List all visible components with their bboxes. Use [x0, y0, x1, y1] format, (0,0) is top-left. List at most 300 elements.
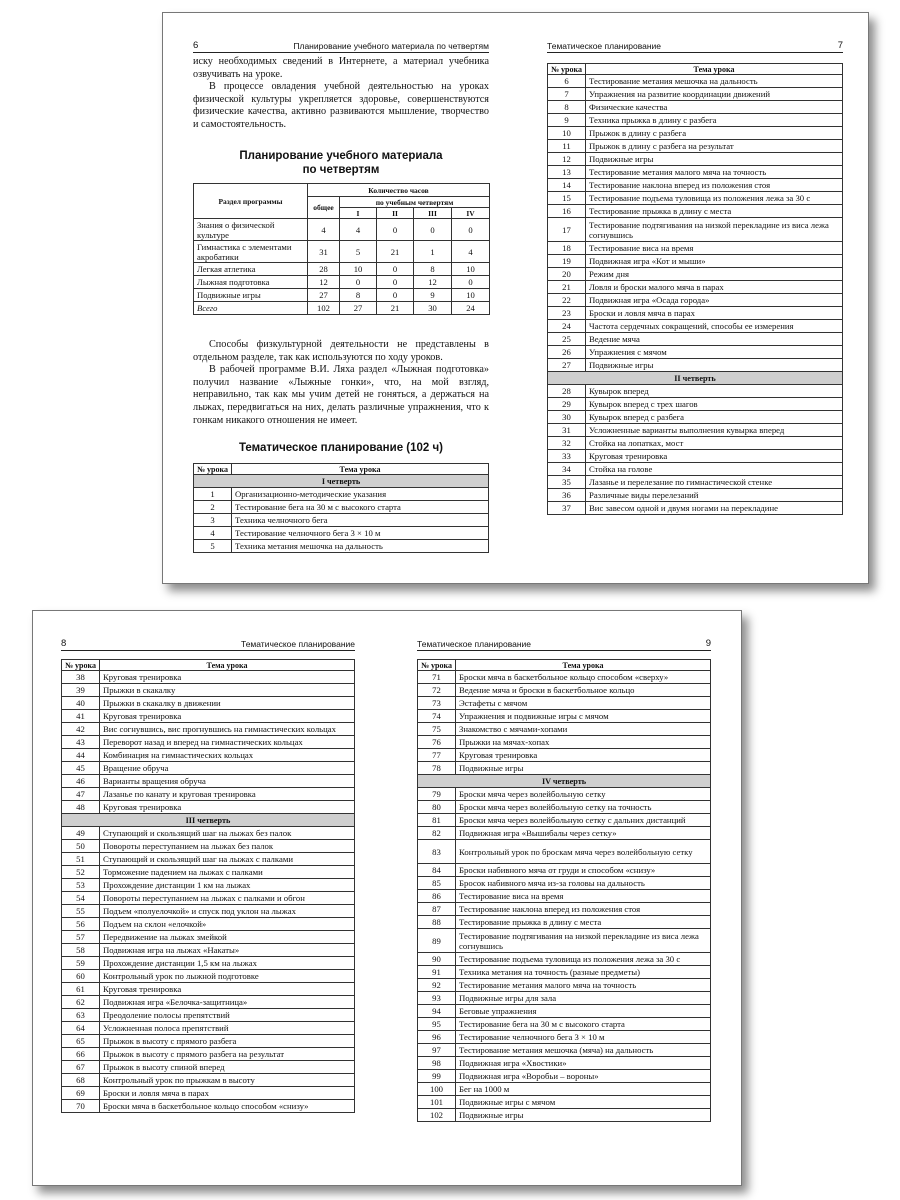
col-header-section: Раздел программы [194, 184, 308, 219]
table-row [62, 905, 355, 918]
table-row [548, 359, 843, 372]
lesson-number: 86 [418, 890, 456, 903]
lesson-number: 68 [62, 1074, 100, 1087]
lesson-number: 51 [62, 853, 100, 866]
table-row [418, 749, 711, 762]
lesson-number: 87 [418, 903, 456, 916]
lesson-topic: Кувырок вперед [586, 385, 843, 398]
table-row [548, 281, 843, 294]
table-header-row [62, 660, 355, 671]
table-row [62, 970, 355, 983]
table-row [548, 294, 843, 307]
lesson-topic: Тестирование челночного бега 3 × 10 м [232, 527, 489, 540]
hours-quarter: 12 [414, 276, 452, 289]
lesson-number: 18 [548, 242, 586, 255]
page-8-header [61, 638, 355, 651]
lesson-number: 58 [62, 944, 100, 957]
lesson-number: 27 [548, 359, 586, 372]
table-row [548, 437, 843, 450]
page-7-header [547, 40, 843, 53]
lesson-number: 78 [418, 762, 456, 775]
lesson-topic: Тестирование челночного бега 3 × 10 м [456, 1031, 711, 1044]
lesson-topic: Повороты переступанием на лыжах с палками и обгон [100, 892, 355, 905]
lesson-topic: Техника челночного бега [232, 514, 489, 527]
lesson-number: 76 [418, 736, 456, 749]
table-row [548, 205, 843, 218]
lesson-topic: Круговая тренировка [456, 749, 711, 762]
intro-text [193, 56, 489, 132]
table-row [548, 75, 843, 88]
table-row [418, 840, 711, 864]
lesson-topic: Подвижные игры [456, 1109, 711, 1122]
lesson-topic: Круговая тренировка [586, 450, 843, 463]
lesson-number: 66 [62, 1048, 100, 1061]
lesson-number: 11 [548, 140, 586, 153]
lesson-topic: Броски мяча через волейбольную сетку [456, 788, 711, 801]
table-row [194, 527, 489, 540]
lesson-number: 75 [418, 723, 456, 736]
lesson-topic: Тестирование виса на время [586, 242, 843, 255]
lesson-topic: Круговая тренировка [100, 801, 355, 814]
lesson-topic: Стойка на голове [586, 463, 843, 476]
lesson-number: 21 [548, 281, 586, 294]
lesson-topic: Ведение мяча [586, 333, 843, 346]
lesson-number: 79 [418, 788, 456, 801]
lesson-topic: Броски и ловля мяча в парах [100, 1087, 355, 1100]
table-row [418, 736, 711, 749]
lesson-number: 56 [62, 918, 100, 931]
col-header-lesson-number: № урока [194, 464, 232, 475]
lesson-topic: Подвижные игры [586, 359, 843, 372]
lesson-number: 55 [62, 905, 100, 918]
lesson-number: 94 [418, 1005, 456, 1018]
lesson-number: 99 [418, 1070, 456, 1083]
lesson-topic: Физические качества [586, 101, 843, 114]
thematic-table [417, 659, 711, 1122]
quarter-label: IV четверть [418, 775, 711, 788]
lesson-number: 60 [62, 970, 100, 983]
lesson-number: 43 [62, 736, 100, 749]
table-row [548, 476, 843, 489]
lesson-number: 82 [418, 827, 456, 840]
lesson-number: 101 [418, 1096, 456, 1109]
table-row [62, 918, 355, 931]
lesson-number: 96 [418, 1031, 456, 1044]
lesson-number: 4 [194, 527, 232, 540]
table-row [62, 749, 355, 762]
lesson-number: 36 [548, 489, 586, 502]
lesson-number: 15 [548, 192, 586, 205]
lesson-topic: Прыжок в длину с разбега на результат [586, 140, 843, 153]
paragraph: В рабочей программе В.И. Ляха раздел «Лыжная подготовка» получил название «Лыжные гонки», что, на мой взгляд, неправильно, так как мы учим детей не гоняться, а держаться на лыжах, передвигаться на них, делать различные упражнения, что к гонкам никакого отношения не имеет. [193, 364, 489, 426]
lesson-number: 81 [418, 814, 456, 827]
page-7 [547, 13, 843, 583]
table-row [62, 788, 355, 801]
lesson-topic: Организационно-методические указания [232, 488, 489, 501]
lesson-number: 67 [62, 1061, 100, 1074]
table-row [418, 710, 711, 723]
table-row [418, 1070, 711, 1083]
page-9 [417, 611, 711, 1185]
table-row [418, 877, 711, 890]
hours-total: 28 [308, 263, 340, 276]
table-row [548, 502, 843, 515]
quarter-row [418, 775, 711, 788]
lesson-number: 28 [548, 385, 586, 398]
table-row [62, 996, 355, 1009]
lesson-topic: Варианты вращения обруча [100, 775, 355, 788]
lesson-topic: Тестирование подъема туловища из положения лежа за 30 с [586, 192, 843, 205]
section-name: Легкая атлетика [194, 263, 308, 276]
col-header-lesson-topic: Тема урока [586, 64, 843, 75]
lesson-number: 31 [548, 424, 586, 437]
hours-quarter: 0 [452, 276, 490, 289]
lesson-number: 20 [548, 268, 586, 281]
thematic-table [547, 63, 843, 515]
lesson-topic: Техника метания мешочка на дальность [232, 540, 489, 553]
lesson-topic: Кувырок вперед с разбега [586, 411, 843, 424]
lesson-number: 80 [418, 801, 456, 814]
lesson-topic: Круговая тренировка [100, 983, 355, 996]
running-title: Планирование учебного материала по четвертям [293, 41, 489, 51]
lesson-topic: Тестирование наклона вперед из положения стоя [456, 903, 711, 916]
lesson-topic: Подвижные игры [586, 153, 843, 166]
lesson-number: 54 [62, 892, 100, 905]
lesson-topic: Различные виды перелезаний [586, 489, 843, 502]
lesson-topic: Круговая тренировка [100, 710, 355, 723]
section-title: Планирование учебного материала по четвертям [239, 150, 443, 176]
table-row [62, 775, 355, 788]
thematic-title: Тематическое планирование (102 ч) [238, 442, 444, 454]
lesson-number: 100 [418, 1083, 456, 1096]
lesson-topic: Подъем «полуелочкой» и спуск под уклон на лыжах [100, 905, 355, 918]
table-row [418, 827, 711, 840]
hours-quarter: 0 [377, 289, 414, 302]
table-row [418, 801, 711, 814]
hours-row [194, 263, 490, 276]
table-row [62, 1009, 355, 1022]
table-row [62, 983, 355, 996]
table-row [418, 953, 711, 966]
lesson-topic: Тестирование подтягивания на низкой перекладине из виса лежа согнувшись [456, 929, 711, 953]
col-header-quarter: II [377, 208, 414, 219]
lesson-topic: Лазанье и перелезание по гимнастической стенке [586, 476, 843, 489]
table-row [62, 853, 355, 866]
lesson-topic: Бег на 1000 м [456, 1083, 711, 1096]
table-row [418, 1018, 711, 1031]
hours-quarter: 8 [414, 263, 452, 276]
table-row [418, 788, 711, 801]
lesson-topic: Тестирование подъема туловища из положения лежа за 30 с [456, 953, 711, 966]
lesson-number: 6 [548, 75, 586, 88]
lesson-number: 5 [194, 540, 232, 553]
lesson-number: 26 [548, 346, 586, 359]
page-8 [61, 611, 355, 1185]
lesson-topic: Тестирование бега на 30 м с высокого старта [456, 1018, 711, 1031]
lesson-number: 74 [418, 710, 456, 723]
hours-quarter: 10 [452, 289, 490, 302]
table-row [62, 723, 355, 736]
table-row [418, 890, 711, 903]
table-row [418, 762, 711, 775]
hours-row [194, 302, 490, 315]
table-row [548, 114, 843, 127]
hours-quarter: 0 [414, 219, 452, 241]
hours-table [193, 183, 490, 315]
lesson-topic: Вис согнувшись, вис прогнувшись на гимнастических кольцах [100, 723, 355, 736]
thematic-table [193, 463, 489, 553]
table-row [548, 255, 843, 268]
lesson-topic: Вис завесом одной и двумя ногами на перекладине [586, 502, 843, 515]
lesson-topic: Прохождение дистанции 1 км на лыжах [100, 879, 355, 892]
lesson-number: 1 [194, 488, 232, 501]
col-header-lesson-topic: Тема урока [456, 660, 711, 671]
lesson-topic: Броски мяча через волейбольную сетку с дальних дистанций [456, 814, 711, 827]
lesson-topic: Тестирование подтягивания на низкой перекладине из виса лежа согнувшись [586, 218, 843, 242]
hours-row [194, 289, 490, 302]
lesson-number: 93 [418, 992, 456, 1005]
table-row [548, 307, 843, 320]
lesson-number: 48 [62, 801, 100, 814]
quarter-label: II четверть [548, 372, 843, 385]
quarter-label: I четверть [194, 475, 489, 488]
lesson-number: 40 [62, 697, 100, 710]
quarter-row [194, 475, 489, 488]
table-row [62, 801, 355, 814]
paragraph: В процессе овладения учебной деятельностью на уроках физической культуры укрепляется здоровье, совершенствуются физические качества, активно развиваются мышление, творчество и самостоятельность. [193, 81, 489, 130]
col-header-lesson-number: № урока [418, 660, 456, 671]
col-header-lesson-number: № урока [62, 660, 100, 671]
lesson-number: 102 [418, 1109, 456, 1122]
section-name: Всего [194, 302, 308, 315]
section-name: Знания о физической культуре [194, 219, 308, 241]
table-row [62, 879, 355, 892]
lesson-number: 10 [548, 127, 586, 140]
lesson-number: 3 [194, 514, 232, 527]
lesson-topic: Вращение обруча [100, 762, 355, 775]
table-row [62, 1048, 355, 1061]
lesson-topic: Круговая тренировка [100, 671, 355, 684]
hours-quarter: 4 [340, 219, 377, 241]
hours-quarter: 21 [377, 302, 414, 315]
table-row [62, 697, 355, 710]
table-row [194, 501, 489, 514]
lesson-topic: Броски мяча в баскетбольное кольцо способом «сверху» [456, 671, 711, 684]
lesson-topic: Тестирование метания малого мяча на точность [456, 979, 711, 992]
lesson-topic: Броски и ловля мяча в парах [586, 307, 843, 320]
quarter-label: III четверть [62, 814, 355, 827]
table-row [62, 684, 355, 697]
lesson-topic: Тестирование метания мешочка на дальность [586, 75, 843, 88]
lesson-number: 17 [548, 218, 586, 242]
lesson-number: 22 [548, 294, 586, 307]
table-row [418, 1031, 711, 1044]
page-6 [193, 13, 489, 583]
lesson-number: 19 [548, 255, 586, 268]
lesson-number: 98 [418, 1057, 456, 1070]
lesson-number: 69 [62, 1087, 100, 1100]
method-text [193, 339, 489, 427]
lesson-topic: Стойка на лопатках, мост [586, 437, 843, 450]
lesson-topic: Ведение мяча и броски в баскетбольное кольцо [456, 684, 711, 697]
lesson-number: 8 [548, 101, 586, 114]
hours-quarter: 27 [340, 302, 377, 315]
lesson-topic: Тестирование прыжка в длину с места [586, 205, 843, 218]
table-row [62, 827, 355, 840]
lesson-topic: Подвижная игра «Хвостики» [456, 1057, 711, 1070]
table-row [62, 1074, 355, 1087]
hours-quarter: 0 [377, 276, 414, 289]
col-header-by-quarter: по учебным четвертям [340, 197, 490, 208]
table-row [418, 916, 711, 929]
table-row [194, 514, 489, 527]
lesson-topic: Комбинация на гимнастических кольцах [100, 749, 355, 762]
table-row [548, 333, 843, 346]
lesson-number: 61 [62, 983, 100, 996]
table-row [418, 1057, 711, 1070]
hours-quarter: 5 [340, 241, 377, 263]
table-row [548, 489, 843, 502]
lesson-number: 52 [62, 866, 100, 879]
lesson-topic: Знакомство с мячами-хопами [456, 723, 711, 736]
hours-quarter: 9 [414, 289, 452, 302]
running-title: Тематическое планирование [547, 41, 662, 51]
col-header-hours: Количество часов [308, 184, 490, 197]
table-row [194, 540, 489, 553]
lesson-number: 62 [62, 996, 100, 1009]
lesson-number: 57 [62, 931, 100, 944]
lesson-topic: Частота сердечных сокращений, способы ее измерения [586, 320, 843, 333]
lesson-topic: Подвижная игра «Воробьи – вороны» [456, 1070, 711, 1083]
table-row [62, 736, 355, 749]
table-row [548, 218, 843, 242]
table-row [418, 992, 711, 1005]
table-row [548, 166, 843, 179]
lesson-number: 13 [548, 166, 586, 179]
table-row [62, 1061, 355, 1074]
lesson-topic: Упражнения и подвижные игры с мячом [456, 710, 711, 723]
hours-row [194, 241, 490, 263]
lesson-number: 46 [62, 775, 100, 788]
lesson-number: 7 [548, 88, 586, 101]
lesson-number: 35 [548, 476, 586, 489]
table-row [548, 463, 843, 476]
section-name: Подвижные игры [194, 289, 308, 302]
lesson-topic: Прохождение дистанции 1,5 км на лыжах [100, 957, 355, 970]
lesson-topic: Подвижная игра «Вышибалы через сетку» [456, 827, 711, 840]
hours-quarter: 0 [452, 219, 490, 241]
col-header-quarter: III [414, 208, 452, 219]
lesson-number: 39 [62, 684, 100, 697]
hours-quarter: 21 [377, 241, 414, 263]
lesson-topic: Прыжки в скакалку в движении [100, 697, 355, 710]
hours-quarter: 10 [340, 263, 377, 276]
lesson-number: 37 [548, 502, 586, 515]
table-row [62, 1035, 355, 1048]
lesson-topic: Преодоление полосы препятствий [100, 1009, 355, 1022]
lesson-topic: Беговые упражнения [456, 1005, 711, 1018]
lesson-topic: Усложненные варианты выполнения кувырка вперед [586, 424, 843, 437]
hours-total: 27 [308, 289, 340, 302]
table-row [548, 192, 843, 205]
section-name: Лыжная подготовка [194, 276, 308, 289]
table-row [62, 957, 355, 970]
lesson-topic: Режим дня [586, 268, 843, 281]
quarter-row [548, 372, 843, 385]
lesson-topic: Подвижная игра «Кот и мыши» [586, 255, 843, 268]
lesson-number: 95 [418, 1018, 456, 1031]
lesson-number: 89 [418, 929, 456, 953]
lesson-number: 73 [418, 697, 456, 710]
page-number: 8 [61, 638, 67, 649]
lesson-topic: Повороты переступанием на лыжах без палок [100, 840, 355, 853]
col-header-total: общее [308, 197, 340, 219]
table-row [418, 903, 711, 916]
lesson-topic: Ловля и броски малого мяча в парах [586, 281, 843, 294]
lesson-number: 30 [548, 411, 586, 424]
lesson-number: 12 [548, 153, 586, 166]
lesson-number: 38 [62, 671, 100, 684]
lesson-number: 83 [418, 840, 456, 864]
table-row [418, 671, 711, 684]
lesson-topic: Упражнения на развитие координации движений [586, 88, 843, 101]
lesson-number: 34 [548, 463, 586, 476]
hours-quarter: 30 [414, 302, 452, 315]
lesson-topic: Передвижение на лыжах змейкой [100, 931, 355, 944]
thematic-table [61, 659, 355, 1113]
table-row [418, 864, 711, 877]
page-9-header [417, 638, 711, 651]
lesson-number: 90 [418, 953, 456, 966]
spread-pages-6-7 [162, 12, 869, 584]
lesson-number: 29 [548, 398, 586, 411]
lesson-topic: Упражнения с мячом [586, 346, 843, 359]
lesson-topic: Эстафеты с мячом [456, 697, 711, 710]
lesson-topic: Прыжки на мячах-хопах [456, 736, 711, 749]
lesson-topic: Подвижные игры для зала [456, 992, 711, 1005]
table-row [418, 1109, 711, 1122]
table-row [548, 346, 843, 359]
lesson-topic: Тестирование бега на 30 м с высокого старта [232, 501, 489, 514]
lesson-topic: Техника метания на точность (разные предметы) [456, 966, 711, 979]
table-row [62, 1087, 355, 1100]
col-header-quarter: IV [452, 208, 490, 219]
lesson-topic: Прыжок в высоту спиной вперед [100, 1061, 355, 1074]
lesson-topic: Подъем на склон «елочкой» [100, 918, 355, 931]
lesson-topic: Контрольный урок по прыжкам в высоту [100, 1074, 355, 1087]
quarter-row [62, 814, 355, 827]
lesson-topic: Броски мяча в баскетбольное кольцо способом «снизу» [100, 1100, 355, 1113]
lesson-number: 97 [418, 1044, 456, 1057]
lesson-topic: Переворот назад и вперед на гимнастических кольцах [100, 736, 355, 749]
table-row [548, 268, 843, 281]
lesson-number: 45 [62, 762, 100, 775]
lesson-topic: Тестирование прыжка в длину с места [456, 916, 711, 929]
lesson-number: 85 [418, 877, 456, 890]
table-row [548, 153, 843, 166]
lesson-number: 24 [548, 320, 586, 333]
lesson-topic: Кувырок вперед с трех шагов [586, 398, 843, 411]
lesson-number: 16 [548, 205, 586, 218]
hours-quarter: 0 [340, 276, 377, 289]
table-row [548, 450, 843, 463]
lesson-number: 77 [418, 749, 456, 762]
page-number: 9 [705, 638, 711, 649]
lesson-number: 84 [418, 864, 456, 877]
lesson-number: 71 [418, 671, 456, 684]
table-row [548, 88, 843, 101]
table-row [418, 1044, 711, 1057]
